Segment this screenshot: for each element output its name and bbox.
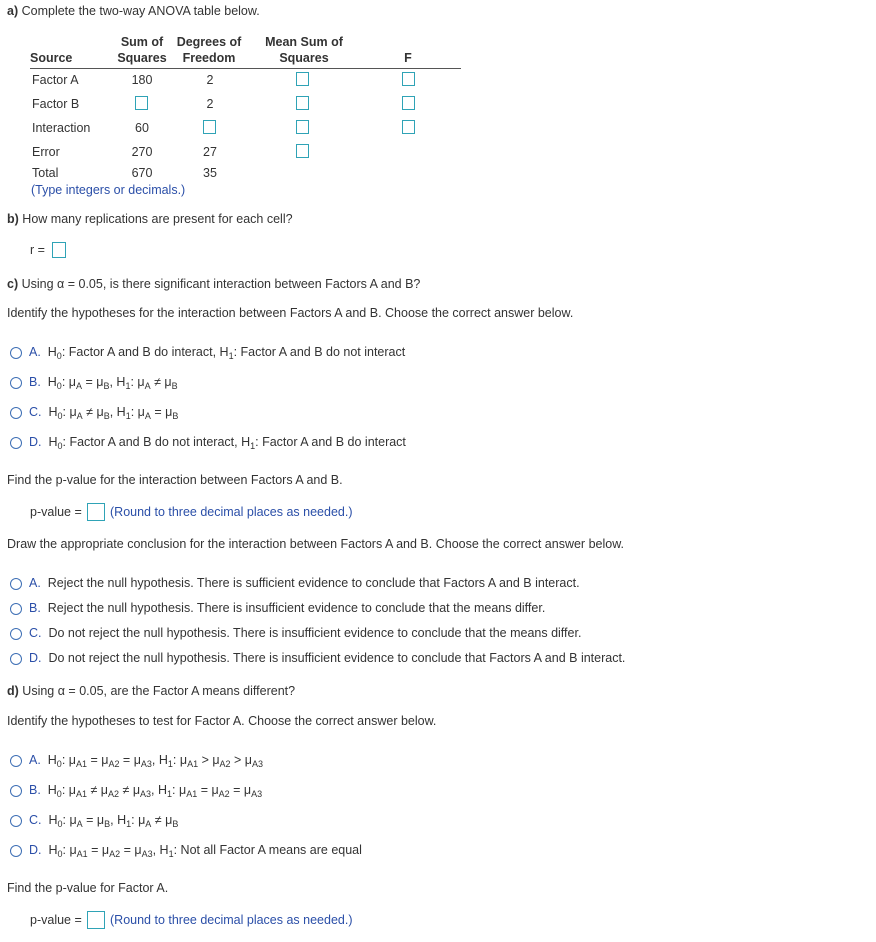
ms-interaction-input[interactable] [296, 120, 309, 134]
c-pvalue-label: p-value = [30, 505, 82, 519]
c-hyp-c-text: $H_0$: $\mu_A \ne \mu_B$, $H_1$: $\mu_A = \mu_B$ [48, 405, 179, 421]
c-hyp-a-letter: A. [29, 345, 41, 359]
part-b-text: How many replications are present for each cell? [22, 212, 293, 226]
c-hyp-option-a[interactable] [29, 345, 405, 359]
c-hyp-option-b[interactable] [29, 375, 178, 389]
d-hyp-option-a-radio[interactable] [10, 755, 22, 767]
row-source-interaction: Interaction [32, 121, 91, 135]
part-c-identify: Identify the hypotheses for the interaction between Factors A and B. Choose the correct answer below. [7, 306, 574, 320]
row-df-total: 35 [203, 166, 217, 180]
header-f: F [404, 51, 412, 65]
d-hyp-b-text: $H_0$: $\mu_{A1} \ne \mu_{A2} \ne \mu_{A3}$, $H_1$: $\mu_{A1} = \mu_{A2} = \mu_{A3}$ [47, 783, 263, 799]
d-hyp-option-d-radio[interactable] [10, 845, 22, 857]
d-hyp-option-c[interactable] [29, 813, 178, 827]
d-hyp-a-text: $H_0$: $\mu_{A1} = \mu_{A2} = \mu_{A3}$, $H_1$: $\mu_{A1} > \mu_{A2} > \mu_{A3}$ [47, 753, 264, 769]
d-pvalue-prompt: Find the p-value for Factor A. [7, 881, 169, 895]
d-hyp-d-letter: D. [29, 843, 42, 857]
header-ss-line2: Squares [117, 51, 167, 65]
header-ms-line2: Squares [279, 51, 329, 65]
c-hyp-d-text: $H_0$: Factor A and B do not interact, $H_1$: Factor A and B do interact [48, 435, 406, 451]
c-pvalue-prompt: Find the p-value for the interaction between Factors A and B. [7, 473, 343, 487]
header-df-line1: Degrees of [176, 35, 242, 49]
c-hyp-d-letter: D. [29, 435, 42, 449]
row-df-factor-b: 2 [206, 97, 214, 111]
header-df [173, 34, 245, 66]
row-df-error: 27 [203, 145, 217, 159]
part-d-identify: Identify the hypotheses to test for Factor A. Choose the correct answer below. [7, 714, 437, 728]
c-hyp-option-c[interactable] [29, 405, 178, 419]
row-ss-total: 670 [131, 166, 153, 180]
f-interaction-input[interactable] [402, 120, 415, 134]
d-hyp-option-a[interactable] [29, 753, 263, 767]
c-concl-d-text: Do not reject the null hypothesis. There is insufficient evidence to conclude that Factors A and B interact. [48, 651, 626, 665]
part-d-prompt [7, 684, 295, 698]
c-hyp-option-c-radio[interactable] [10, 407, 22, 419]
header-df-line2: Freedom [182, 51, 236, 65]
c-concl-option-b-radio[interactable] [10, 603, 22, 615]
ss-factor-b-input[interactable] [135, 96, 148, 110]
part-c-label: c) [7, 277, 19, 291]
d-hyp-option-c-radio[interactable] [10, 815, 22, 827]
d-hyp-option-b[interactable] [29, 783, 262, 797]
part-a-prompt [7, 4, 260, 18]
d-hyp-option-b-radio[interactable] [10, 785, 22, 797]
c-concl-option-a-radio[interactable] [10, 578, 22, 590]
type-note: (Type integers or decimals.) [31, 183, 186, 197]
c-concl-option-c[interactable] [29, 626, 581, 640]
d-hyp-c-text: $H_0$: $\mu_A = \mu_B$, $H_1$: $\mu_A \ne \mu_B$ [48, 813, 179, 829]
row-ss-factor-a: 180 [131, 73, 153, 87]
c-conclusion-prompt: Draw the appropriate conclusion for the interaction between Factors A and B. Choose the correct answer below. [7, 537, 625, 551]
header-ss-line1: Sum of [120, 35, 164, 49]
header-ss [112, 34, 172, 66]
c-hyp-a-text: $H_0$: Factor A and B do interact, $H_1$: Factor A and B do not interact [47, 345, 406, 361]
c-concl-option-c-radio[interactable] [10, 628, 22, 640]
ms-factor-b-input[interactable] [296, 96, 309, 110]
c-hyp-option-d[interactable] [29, 435, 406, 449]
part-c-prompt [7, 277, 420, 291]
c-concl-b-text: Reject the null hypothesis. There is insufficient evidence to conclude that the means differ. [47, 601, 546, 615]
c-concl-b-letter: B. [29, 601, 41, 615]
part-a-label: a) [7, 4, 19, 18]
d-hyp-d-text: $H_0$: $\mu_{A1} = \mu_{A2} = \mu_{A3}$, $H_1$: Not all Factor A means are equal [48, 843, 362, 859]
row-source-factor-a: Factor A [32, 73, 79, 87]
c-concl-d-letter: D. [29, 651, 42, 665]
table-header-divider [30, 68, 461, 69]
c-concl-option-d[interactable] [29, 651, 625, 665]
part-b-label: b) [7, 212, 19, 226]
c-pvalue-input[interactable] [87, 503, 105, 521]
c-round-note: (Round to three decimal places as needed.) [110, 505, 353, 519]
row-source-factor-b: Factor B [32, 97, 80, 111]
c-hyp-option-b-radio[interactable] [10, 377, 22, 389]
f-factor-a-input[interactable] [402, 72, 415, 86]
part-c-text: Using α = 0.05, is there significant interaction between Factors A and B? [21, 277, 421, 291]
c-concl-a-letter: A. [29, 576, 41, 590]
c-concl-c-letter: C. [29, 626, 42, 640]
header-source: Source [30, 51, 73, 65]
c-concl-a-text: Reject the null hypothesis. There is sufficient evidence to conclude that Factors A and B interact. [47, 576, 580, 590]
d-hyp-option-d[interactable] [29, 843, 362, 857]
df-interaction-input[interactable] [203, 120, 216, 134]
c-concl-option-b[interactable] [29, 601, 545, 615]
f-factor-b-input[interactable] [402, 96, 415, 110]
part-a-text: Complete the two-way ANOVA table below. [21, 4, 260, 18]
row-source-total: Total [32, 166, 59, 180]
part-d-label: d) [7, 684, 19, 698]
row-ss-interaction: 60 [135, 121, 149, 135]
c-concl-option-d-radio[interactable] [10, 653, 22, 665]
part-b-prompt [7, 212, 293, 226]
c-concl-option-a[interactable] [29, 576, 580, 590]
c-concl-c-text: Do not reject the null hypothesis. There is insufficient evidence to conclude that the means differ. [48, 626, 582, 640]
header-ms [258, 34, 350, 66]
d-hyp-a-letter: A. [29, 753, 41, 767]
r-input[interactable] [52, 242, 66, 258]
part-d-text: Using α = 0.05, are the Factor A means different? [22, 684, 296, 698]
header-ms-line1: Mean Sum of [265, 35, 343, 49]
c-hyp-c-letter: C. [29, 405, 42, 419]
row-ss-error: 270 [131, 145, 153, 159]
d-pvalue-label: p-value = [30, 913, 82, 927]
row-df-factor-a: 2 [206, 73, 214, 87]
c-hyp-b-text: $H_0$: $\mu_A = \mu_B$, $H_1$: $\mu_A \ne \mu_B$ [47, 375, 178, 391]
d-hyp-b-letter: B. [29, 783, 41, 797]
r-label: r = [30, 243, 45, 257]
c-hyp-option-a-radio[interactable] [10, 347, 22, 359]
d-pvalue-input[interactable] [87, 911, 105, 929]
ms-factor-a-input[interactable] [296, 72, 309, 86]
ms-error-input[interactable] [296, 144, 309, 158]
d-round-note: (Round to three decimal places as needed.) [110, 913, 353, 927]
d-hyp-c-letter: C. [29, 813, 42, 827]
c-hyp-b-letter: B. [29, 375, 41, 389]
row-source-error: Error [32, 145, 60, 159]
c-hyp-option-d-radio[interactable] [10, 437, 22, 449]
